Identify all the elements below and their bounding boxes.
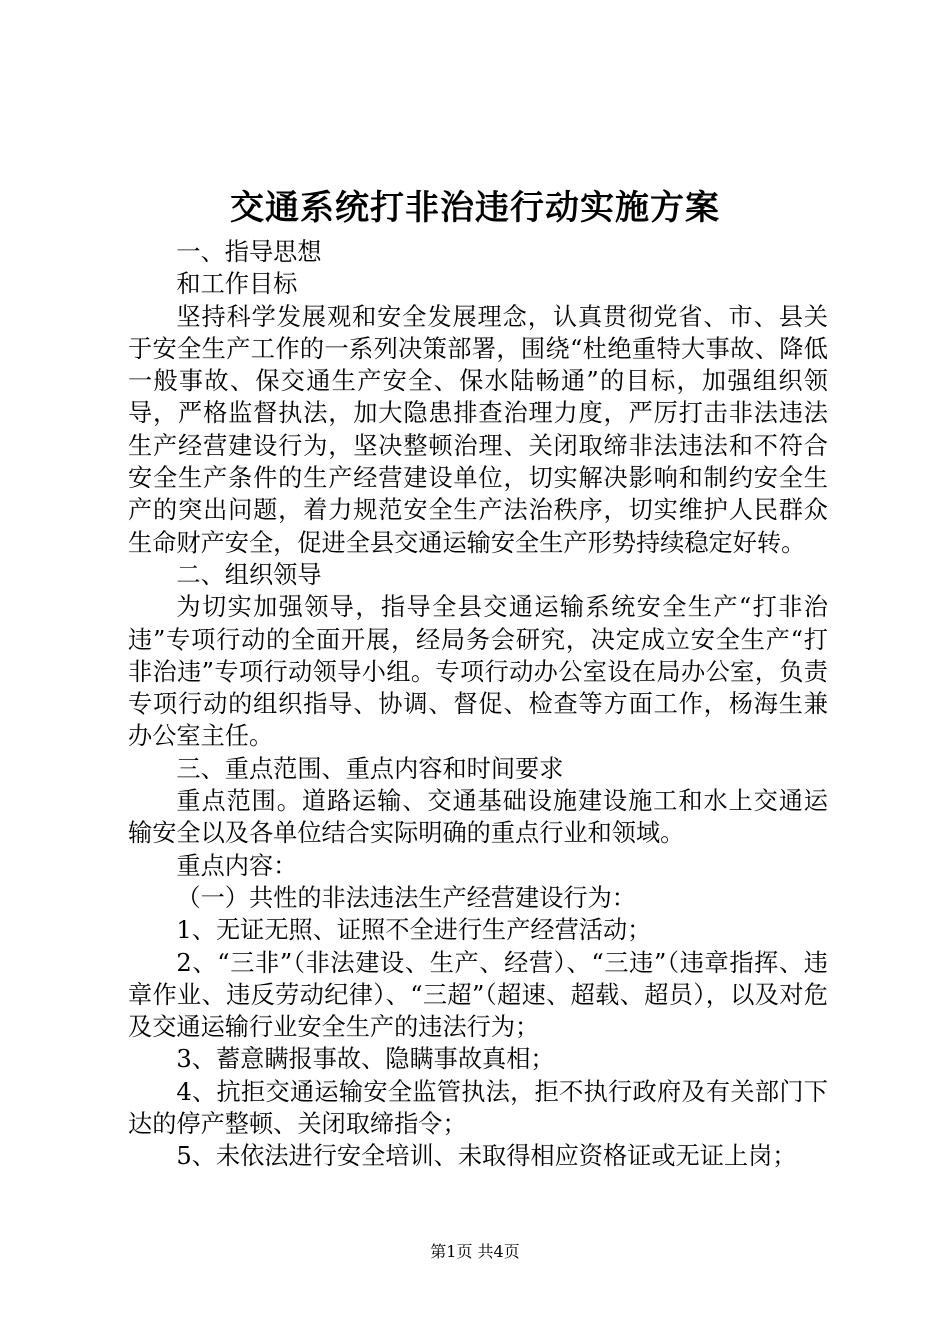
document-body (128, 236, 828, 1173)
subheading-common-violations: （一）共性的非法违法生产经营建设行为： (176, 883, 636, 912)
list-item-5: 5、未依法进行安全培训、未取得相应资格证或无证上岗； (176, 1142, 797, 1171)
heading-key-scope: 三、重点范围、重点内容和时间要求 (176, 754, 564, 783)
list-item-1: 1、无证无照、证照不全进行生产经营活动； (176, 916, 652, 945)
paragraph-key-scope: 重点范围。道路运输、交通基础设施建设施工和水上交通运输安全以及各单位结合实际明确的重点行业和领域。 (128, 787, 828, 848)
list-item-2: 2、“三非”（非法建设、生产、经营）、“三违”（违章指挥、违章作业、违反劳动纪律）、“三超”（超速、超载、超员），以及对危及交通运输行业安全生产的违法行为； (128, 948, 828, 1042)
list-item-3: 3、蓄意瞒报事故、隐瞒事故真相； (176, 1045, 555, 1074)
list-item-4: 4、抗拒交通运输安全监管执法，拒不执行政府及有关部门下达的停产整顿、关闭取缔指令； (128, 1077, 828, 1139)
page-footer: 第1页 共4页 (430, 1242, 520, 1261)
heading-organization: 二、组织领导 (176, 560, 322, 589)
paragraph-goals: 坚持科学发展观和安全发展理念，认真贯彻党省、市、县关于安全生产工作的一系列决策部署，围绕“杜绝重特大事故、降低一般事故、保交通生产安全、保水陆畅通”的目标，加强组织领导，严格监督执法，加大隐患排查治理力度，严厉打击非法违法生产经营建设行为，坚决整顿治理、关闭取缔非法违法和不符合安全生产条件的生产经营建设单位，切实解决影响和制约安全生产的突出问题，着力规范安全生产法治秩序，切实维护人民群众生命财产安全，促进全县交通运输安全生产形势持续稳定好转。 (128, 302, 828, 557)
document-title: 交通系统打非治违行动实施方案 (230, 188, 720, 228)
paragraph-organization: 为切实加强领导，指导全县交通运输系统安全生产“打非治违”专项行动的全面开展，经局务会研究，决定成立安全生产“打非治违”专项行动领导小组。专项行动办公室设在局办公室，负责专项行动的组织指导、协调、督促、检查等方面工作，杨海生兼办公室主任。 (128, 593, 828, 751)
heading-work-goals: 和工作目标 (176, 270, 298, 299)
heading-guiding-ideology: 一、指导思想 (176, 238, 322, 266)
heading-key-content: 重点内容： (176, 851, 298, 880)
